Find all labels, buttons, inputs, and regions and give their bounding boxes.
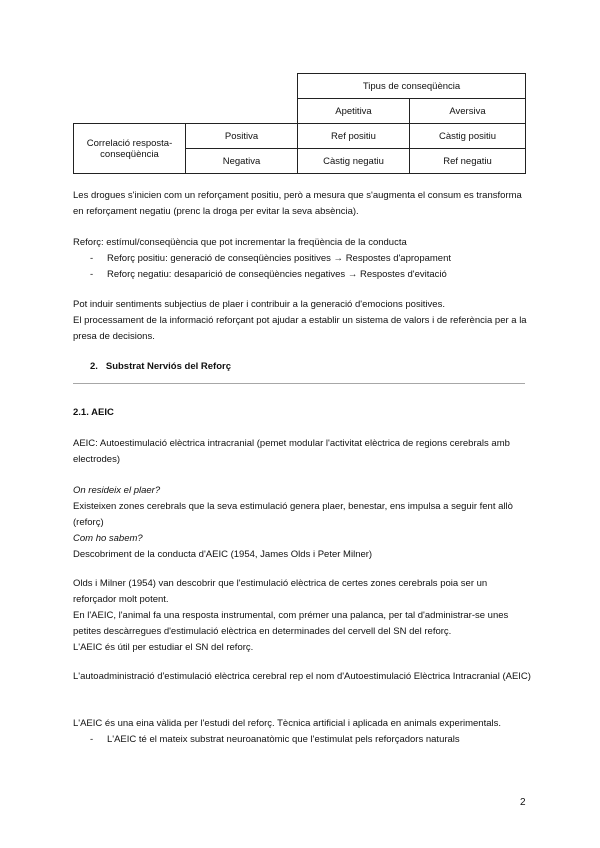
table-cell: Ref negatiu <box>410 149 526 174</box>
aeic-definition: AEIC: Autoestimulació elèctrica intracranial (pemet modular l'activitat elèctrica de regions cerebrals amb electrodes) <box>73 438 510 465</box>
paragraph-drogues: Les drogues s'inicien com un reforçament positiu, però a mesura que s'augmenta el consum es transforma en reforçament negatiu (prenc la droga per evitar la seva absència). <box>73 190 522 217</box>
table-header-group: Tipus de conseqüència <box>298 74 526 99</box>
table-col-appetitive: Apetitiva <box>298 99 410 124</box>
page-number: 2 <box>520 797 526 808</box>
question: Com ho sabem? <box>73 533 143 544</box>
reforc-section <box>73 235 533 283</box>
paragraph-plaer: Pot induir sentiments subjectius de plaer i contribuir a la generació d'emocions positives. El processament de la informació reforçant pot ajudar a establir un sistema de valors i de referència per a la presa de decisions. <box>73 299 527 342</box>
question: On resideix el plaer? <box>73 485 161 496</box>
list-item: - Reforç negatiu: desaparició de conseqüències negatives → Respostes d'evitació <box>90 269 447 280</box>
list-item: - L'AEIC té el mateix substrat neuroanatòmic que l'estimulat pels reforçadors naturals <box>90 734 460 745</box>
qa-section <box>73 483 533 563</box>
paragraph-autoadmin: L'autoadministració d'estimulació elèctrica cerebral rep el nom d'Autoestimulació Elèctrica Intracranial (AEIC) <box>73 671 531 682</box>
subsection-heading: 2.1. AEIC <box>73 407 114 418</box>
list-item: - Reforç positiu: generació de conseqüències positives → Respostes d'apropament <box>90 253 452 264</box>
divider <box>73 383 525 384</box>
table-cell: Càstig positiu <box>410 124 526 149</box>
table-row-negative: Negativa <box>186 149 298 174</box>
table-cell: Ref positiu <box>298 124 410 149</box>
table-row-label: Correlació resposta-conseqüència <box>74 124 186 174</box>
consequence-table <box>73 73 526 174</box>
paragraph-eina: L'AEIC és una eina vàlida per l'estudi del reforç. Tècnica artificial i aplicada en animals experimentals. - L'AEIC té el mateix substrat neuroanatòmic que l'estimulat pels reforçadors naturals <box>73 716 533 748</box>
table-cell: Càstig negatiu <box>298 149 410 174</box>
reforc-definition: Reforç: estímul/conseqüència que pot incrementar la freqüència de la conducta <box>73 237 407 248</box>
table-row-positive: Positiva <box>186 124 298 149</box>
paragraph-olds: Olds i Milner (1954) van descobrir que l'estimulació elèctrica de certes zones cerebrals poia ser un reforçador molt potent. En l'AEIC, l'animal fa una resposta instrumental, com prémer una palanca, per tal d'administrar-se unes petites descàrregues d'estimulació elèctrica en determinades del cervell del SN del reforç. L'AEIC és útil per estudiar el SN del reforç. <box>73 578 509 653</box>
answer: Descobriment de la conducta d'AEIC (1954, James Olds i Peter Milner) <box>73 549 373 560</box>
answer: Existeixen zones cerebrals que la seva estimulació genera plaer, benestar, ens impulsa a seguir fent allò (reforç) <box>73 501 513 528</box>
section-heading: 2. Substrat Nerviós del Reforç <box>90 361 231 372</box>
table-col-aversive: Aversiva <box>410 99 526 124</box>
